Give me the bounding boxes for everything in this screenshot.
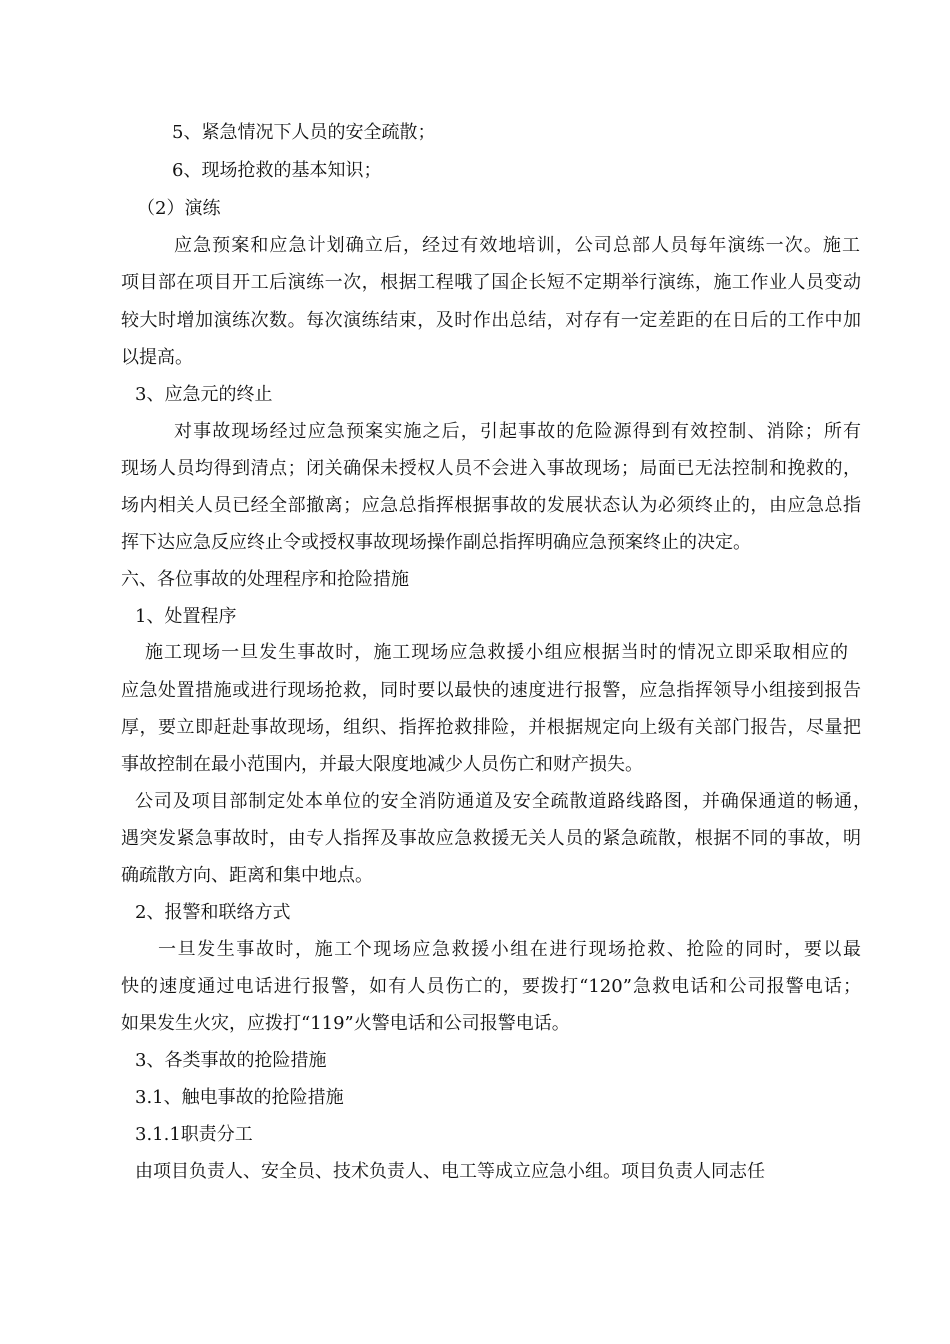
paragraph-alarm-line: 快的速度通过电话进行报警，如有人员伤亡的，要拨打“120”急救电话和公司报警电话；: [121, 976, 861, 997]
paragraph-drill-line: 以提高。: [121, 347, 193, 368]
heading-alarm-contact: 2、报警和联络方式: [135, 902, 291, 923]
heading-electric-shock: 3.1、触电事故的抢险措施: [135, 1087, 344, 1108]
heading-procedure: 1、处置程序: [135, 606, 237, 627]
paragraph-procedure-line: 施工现场一旦发生事故时，施工现场应急救援小组应根据当时的情况立即采取相应的: [145, 642, 848, 663]
list-item-evacuation: 5、紧急情况下人员的安全疏散；: [172, 122, 436, 143]
paragraph-termination-line: 对事故现场经过应急预案实施之后，引起事故的危险源得到有效控制、消除；所有: [174, 421, 861, 442]
paragraph-procedure-line: 应急处置措施或进行现场抢救，同时要以最快的速度进行报警，应急指挥领导小组接到报告: [121, 680, 861, 701]
heading-responsibilities: 3.1.1职责分工: [135, 1124, 253, 1145]
paragraph-termination-line: 现场人员均得到清点；闭关确保未授权人员不会进入事故现场；局面已无法控制和挽救的，: [121, 458, 861, 479]
paragraph-termination-line: 场内相关人员已经全部撤离；应急总指挥根据事故的发展状态认为必须终止的，由应急总指: [121, 495, 861, 516]
paragraph-drill-line: 应急预案和应急计划确立后，经过有效地培训，公司总部人员每年演练一次。施工: [174, 235, 860, 256]
paragraph-responsibilities-line: 由项目负责人、安全员、技术负责人、电工等成立应急小组。项目负责人同志任: [135, 1161, 765, 1182]
list-item-first-aid: 6、现场抢救的基本知识；: [172, 160, 382, 181]
heading-rescue-measures: 3、各类事故的抢险措施: [135, 1050, 327, 1071]
paragraph-procedure-line: 厚，要立即赶赴事故现场，组织、指挥抢救排险，并根据规定向上级有关部门报告，尽量把: [121, 717, 861, 738]
paragraph-alarm-line: 如果发生火灾，应拨打“119”火警电话和公司报警电话。: [121, 1013, 570, 1034]
paragraph-evacuation-line: 遇突发紧急事故时，由专人指挥及事故应急救援无关人员的紧急疏散，根据不同的事故，明: [121, 828, 861, 849]
heading-drill: （2）演练: [137, 198, 221, 219]
paragraph-evacuation-line: 确疏散方向、距离和集中地点。: [121, 865, 373, 886]
heading-termination: 3、应急元的终止: [135, 384, 273, 405]
paragraph-procedure-line: 事故控制在最小范围内，并最大限度地减少人员伤亡和财产损失。: [121, 754, 643, 775]
paragraph-drill-line: 项目部在项目开工后演练一次，根据工程哦了国企长短不定期举行演练，施工作业人员变动: [121, 272, 861, 293]
paragraph-termination-line: 挥下达应急反应终止令或授权事故现场操作副总指挥明确应急预案终止的决定。: [121, 532, 751, 553]
paragraph-alarm-line: 一旦发生事故时，施工个现场应急救援小组在进行现场抢救、抢险的同时，要以最: [158, 939, 861, 960]
section-heading-six: 六、各位事故的处理程序和抢险措施: [121, 569, 409, 590]
paragraph-evacuation-line: 公司及项目部制定处本单位的安全消防通道及安全疏散道路线路图，并确保通道的畅通，: [135, 791, 871, 812]
paragraph-drill-line: 较大时增加演练次数。每次演练结束，及时作出总结，对存有一定差距的在日后的工作中加: [121, 310, 861, 331]
